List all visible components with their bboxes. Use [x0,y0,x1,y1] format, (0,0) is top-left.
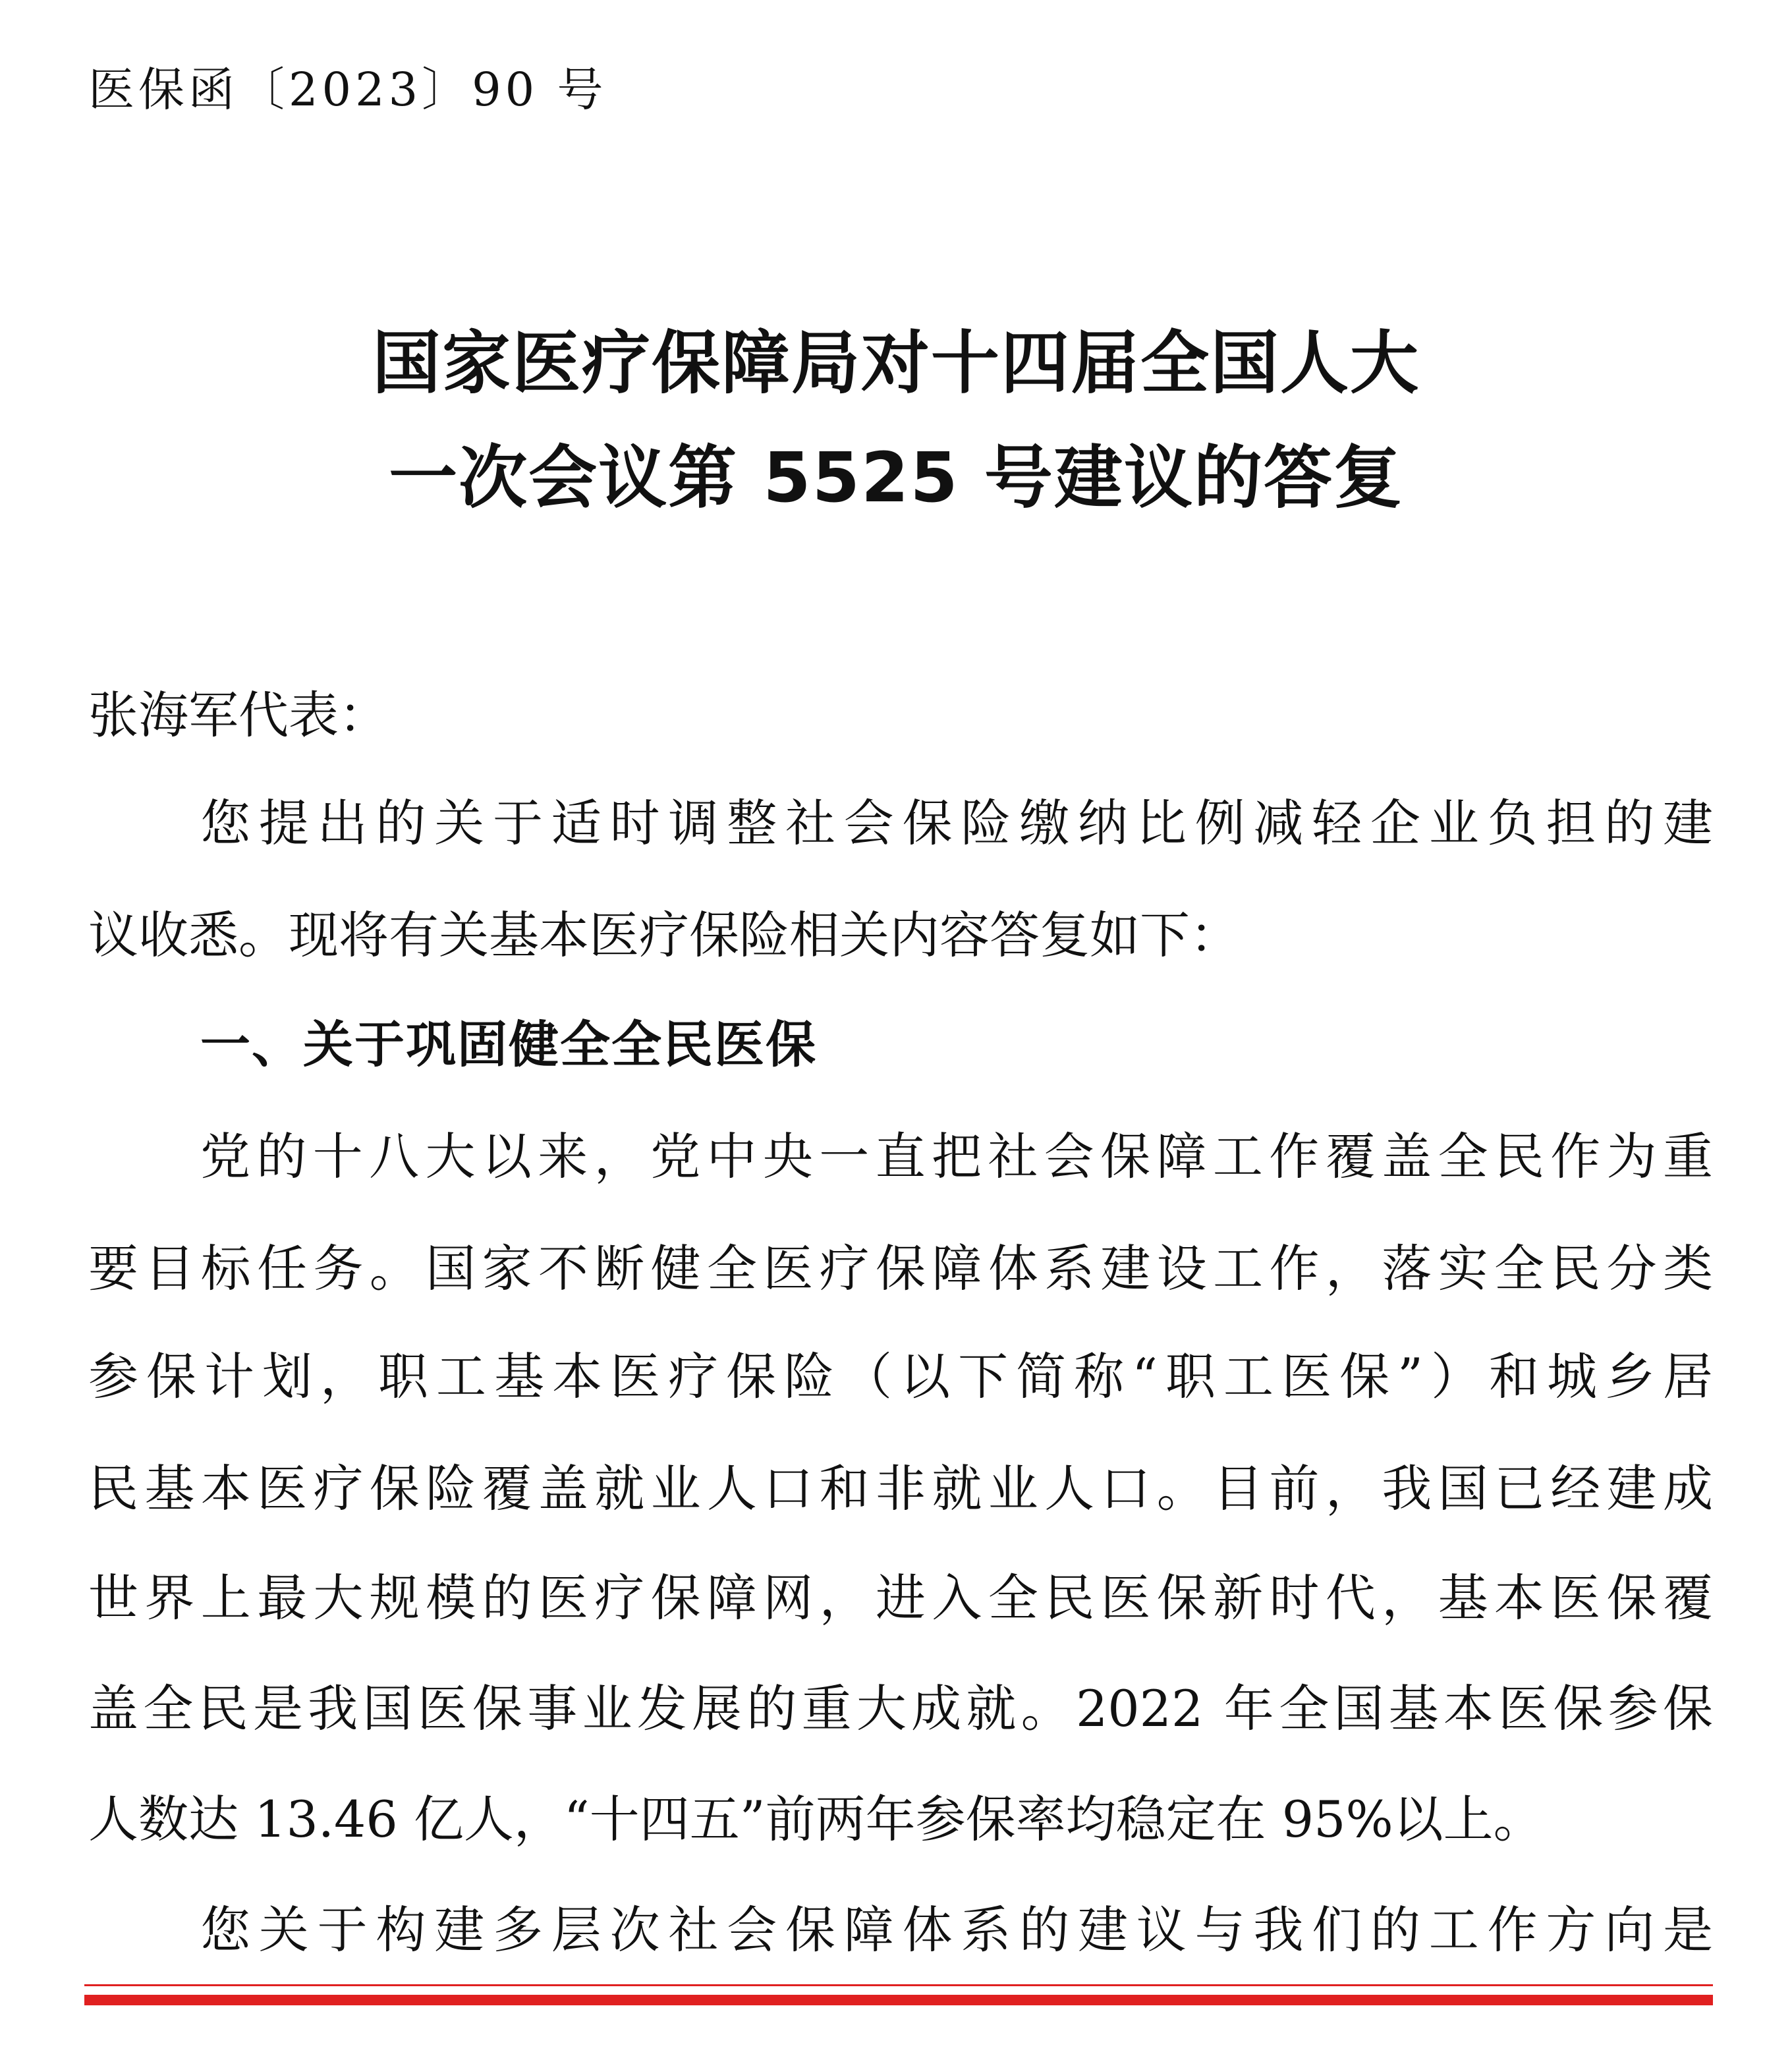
section-paragraph-line-7: 人数达 13.46 亿人，“十四五”前两年参保率均稳定在 95%以上。 [88,1790,1544,1849]
section-paragraph-line-5: 世界上最大规模的医疗保障网，进入全民医保新时代，基本医保覆 [88,1569,1713,1627]
footer-red-rule-thin [84,1984,1713,1986]
section-paragraph-line-2: 要目标任务。国家不断健全医疗保障体系建设工作，落实全民分类 [88,1239,1713,1298]
section-paragraph-line-6: 盖全民是我国医保事业发展的重大成就。2022 年全国基本医保参保 [88,1679,1713,1738]
document-title-line-2: 一次会议第 5525 号建议的答复 [389,437,1403,518]
document-title-line-1: 国家医疗保障局对十四届全国人大 [372,323,1420,403]
section-paragraph-line-1: 党的十八大以来，党中央一直把社会保障工作覆盖全民作为重 [200,1127,1713,1186]
next-paragraph-line: 您关于构建多层次社会保障体系的建议与我们的工作方向是 [200,1901,1713,1959]
section-paragraph-line-4: 民基本医疗保险覆盖就业人口和非就业人口。目前，我国已经建成 [88,1459,1713,1518]
intro-line-1: 您提出的关于适时调整社会保险缴纳比例减轻企业负担的建 [200,794,1713,852]
document-number: 医保函〔2023〕90 号 [88,63,607,117]
footer-red-rule-thick [84,1995,1713,2005]
salutation: 张海军代表： [88,686,389,744]
section-heading: 一、关于巩固健全全民医保 [200,1015,817,1074]
section-paragraph-line-3: 参保计划，职工基本医疗保险（以下简称“职工医保”）和城乡居 [88,1347,1713,1406]
intro-line-2: 议收悉。现将有关基本医疗保险相关内容答复如下： [88,906,1240,964]
